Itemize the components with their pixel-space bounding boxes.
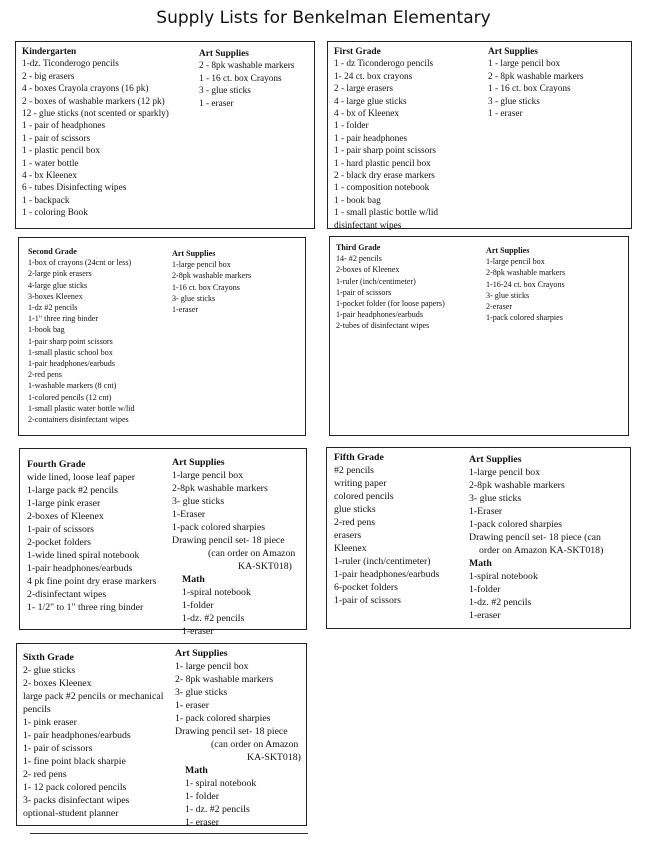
list-item: pencils [23,704,51,715]
kindergarten-art [199,48,295,110]
fourth-grade-art-note-1: (can order on Amazon [208,548,296,559]
list-item: 1-large pencil box [172,260,231,270]
list-item: 2- red pens [23,769,67,780]
list-item: 1-pair headphones/earbuds [334,569,440,580]
list-item: 1 - 16 ct. box Crayons [199,73,282,84]
list-item: 4 - boxes Crayola crayons (16 pk) [22,84,149,95]
list-item: 2-pocket folders [27,537,91,548]
list-item: 1-1" three ring binder [28,314,99,324]
list-item: 1-folder [469,584,501,595]
list-item: 1 - backpack [22,195,70,206]
fifth-grade-math-heading: Math [469,558,492,569]
list-item: 1-box of crayons (24cnt or less) [28,258,132,268]
list-item: 1-folder [182,600,214,611]
second-grade-heading: Second Grade [28,247,77,256]
list-item: 2-8pk washable markers [172,483,268,494]
list-item: 1-washable markers (8 cnt) [28,381,117,391]
fourth-grade-list [27,458,157,614]
fifth-grade-heading: Fifth Grade [334,452,384,463]
list-item: 1-pocket folder (for loose papers) [336,299,445,309]
list-item: 2-large pink erasers [28,269,92,279]
sixth-grade-art-heading: Art Supplies [175,648,228,659]
fourth-grade-math-heading: Math [182,574,205,585]
list-item: 1-small plastic school box [28,347,113,357]
list-item: 1 - small plastic bottle w/lid [334,208,439,219]
fifth-grade-box [326,447,631,629]
second-grade-list [28,246,135,425]
sixth-grade-art-note-2: KA-SKT018) [247,752,301,763]
sixth-grade-art-note-1: (can order on Amazon [211,739,299,750]
list-item: 2- 8pk washable markers [175,674,274,685]
list-item: 1-dz. #2 pencils [469,597,532,608]
list-item: 1- pack colored sharpies [175,713,271,724]
list-item: 1-book bag [28,325,65,335]
list-item: 1-colored pencils (12 cnt) [28,392,112,402]
kindergarten-box [15,41,315,229]
list-item: 1-large pencil box [172,470,244,481]
third-grade-art-heading: Art Supplies [486,246,530,255]
fifth-grade-art-heading: Art Supplies [469,454,522,465]
third-grade-art [486,245,565,323]
kindergarten-heading: Kindergarten [22,47,77,57]
list-item: 4-large glue sticks [28,280,88,290]
list-item: 1- spiral notebook [185,778,257,789]
list-item: 1- 1/2" to 1" three ring binder [27,602,144,613]
list-item: 1 - book bag [334,195,381,206]
list-item: 1-ruler (inch/centimeter) [336,276,416,286]
list-item: 1 - pair of headphones [22,121,106,132]
sixth-grade-math-items [175,777,301,829]
kindergarten-art-heading: Art Supplies [199,49,249,59]
list-item: 1- folder [185,791,220,802]
sixth-grade-art-items [175,660,301,738]
list-item: writing paper [334,478,387,489]
list-item: erasers [334,530,362,541]
list-item: 2-8pk washable markers [172,271,252,281]
list-item: 2 - large erasers [334,84,393,95]
second-grade-items [28,257,135,425]
list-item: 3-boxes Kleenex [28,291,83,301]
list-item: 1-pack colored sharpies [469,519,563,530]
list-item: 1 - pair headphones [334,133,408,144]
fifth-grade-art-note-1: Drawing pencil set- 18 piece (can [469,532,601,543]
list-item: 2 - 8pk washable markers [488,71,584,82]
list-item: 2- glue sticks [23,665,76,676]
first-grade-items [334,58,438,232]
fourth-grade-box [19,448,307,637]
list-item: 2 - boxes of washable markers (12 pk) [22,96,165,107]
list-item: 1- large pencil box [175,661,249,672]
list-item: 1-dz #2 pencils [28,303,78,313]
first-grade-box [327,41,632,229]
list-item: disinfectant wipes [334,220,402,231]
fourth-grade-art-items [172,469,295,547]
list-item: 3- glue sticks [486,290,530,300]
fifth-grade-list [334,451,439,607]
list-item: 2-disinfectant wipes [27,589,107,600]
fifth-grade-art-note-2: order on Amazon KA-SKT018) [479,545,604,556]
list-item: 1-large pack #2 pencils [27,485,118,496]
list-item: 1- eraser [185,817,219,828]
fourth-grade-art [172,456,295,638]
list-item: 1-eraser [182,626,214,637]
list-item: 1-dz. Ticonderogo pencils [22,59,119,70]
list-item: 1- dz. #2 pencils [185,804,250,815]
list-item: 1-eraser [172,305,199,315]
list-item: 1-spiral notebook [469,571,538,582]
list-item: 1-pair headphones/earbuds [336,310,423,320]
list-item: 2-boxes of Kleenex [27,511,104,522]
list-item: 1- pink eraser [23,717,77,728]
fifth-grade-items [334,464,439,607]
list-item: 12 - glue sticks (not scented or sparkly) [22,109,169,120]
list-item: 2-tubes of disinfectant wipes [336,321,430,331]
fourth-grade-heading: Fourth Grade [27,459,86,470]
list-item: 1-pair headphones/earbuds [28,359,115,369]
list-item: 1- eraser [175,700,209,711]
fifth-grade-math-items [469,570,603,622]
sixth-grade-art [175,647,301,829]
list-item: 2 - big erasers [22,71,75,82]
list-item: 1 - hard plastic pencil box [334,158,431,169]
kindergarten-list [22,46,169,220]
fourth-grade-art-heading: Art Supplies [172,457,225,468]
third-grade-items [336,253,445,331]
list-item: 1- pair headphones/earbuds [23,730,131,741]
second-grade-box [18,237,306,436]
sixth-grade-heading: Sixth Grade [23,652,74,663]
list-item: glue sticks [334,504,376,515]
list-item: colored pencils [334,491,394,502]
list-item: wide lined, loose leaf paper [27,472,135,483]
list-item: 2-red pens [28,370,62,380]
list-item: 1-wide lined spiral notebook [27,550,140,561]
list-item: 1 - composition notebook [334,183,430,194]
list-item: 2 - 8pk washable markers [199,61,295,72]
list-item: 3- glue sticks [469,493,522,504]
page-title: Supply Lists for Benkelman Elementary [156,8,491,28]
list-item: 1-ruler (inch/centimeter) [334,556,431,567]
list-item: 3- glue sticks [172,496,225,507]
fifth-grade-art-items [469,466,603,531]
fourth-grade-art-note-2: KA-SKT018) [238,561,292,572]
list-item: 4 - bx of Kleenex [334,109,400,120]
list-item: 1-pack colored sharpies [172,522,266,533]
second-grade-art-items [172,259,251,315]
sixth-grade-box [16,643,307,826]
list-item: 1-large pencil box [469,467,541,478]
list-item: 4 - large glue sticks [334,96,407,107]
sixth-grade-list [23,651,163,820]
list-item: 1 - water bottle [22,158,79,169]
list-item: 1-eraser [469,610,501,621]
list-item: 3- glue sticks [172,293,216,303]
list-item: 4 pk fine point dry erase markers [27,576,157,587]
third-grade-box [329,236,629,436]
first-grade-list [334,46,438,232]
list-item: 1 - large pencil box [488,59,561,70]
list-item: 1 - dz Ticonderogo pencils [334,59,434,70]
list-item: 2-8pk washable markers [486,268,566,278]
list-item: 3- glue sticks [175,687,228,698]
list-item: 2-red pens [334,517,376,528]
second-grade-art [172,248,251,315]
list-item: 4 - bx Kleenex [22,171,77,182]
list-item: Drawing pencil set- 18 piece [175,726,288,737]
list-item: 3- packs disinfectant wipes [23,795,130,806]
list-item: 1-Eraser [469,506,503,517]
list-item: 1 - 16 ct. box Crayons [488,84,571,95]
second-grade-art-heading: Art Supplies [172,249,216,258]
list-item: 1-pair headphones/earbuds [27,563,133,574]
sixth-grade-math-heading: Math [185,765,208,776]
list-item: 2- boxes Kleenex [23,678,92,689]
list-item: 2-boxes of Kleenex [336,265,400,275]
list-item: 1-spiral notebook [182,587,251,598]
list-item: 1-large pencil box [486,257,545,267]
list-item: Kleenex [334,543,367,554]
list-item: large pack #2 pencils or mechanical [23,691,164,702]
list-item: 1- fine point black sharpie [23,756,126,767]
list-item: 1-pair of scissors [336,287,392,297]
list-item: 1 - eraser [199,98,234,109]
third-grade-art-items [486,256,565,323]
list-item: 1- 24 ct. box crayons [334,71,413,82]
third-grade-list [336,242,445,332]
list-item: 1 - folder [334,121,369,132]
list-item: 1-16 ct. box Crayons [172,282,240,292]
list-item: 1- pair of scissors [23,743,93,754]
list-item: 1-Eraser [172,509,206,520]
kindergarten-art-items [199,60,295,110]
list-item: 3 - glue sticks [488,96,540,107]
list-item: 1-16-24 ct. box Crayons [486,279,565,289]
list-item: 1-pack colored sharpies [486,313,563,323]
list-item: 6-pocket folders [334,582,398,593]
bottom-divider [30,833,308,834]
list-item: 1-pair of scissors [27,524,94,535]
sixth-grade-items [23,664,163,820]
kindergarten-items [22,58,169,219]
list-item: 1-pair sharp point scissors [28,336,113,346]
fourth-grade-items [27,471,157,614]
list-item: 2-eraser [486,302,513,312]
list-item: 14- #2 pencils [336,254,382,264]
list-item: 1- 12 pack colored pencils [23,782,127,793]
list-item: 2 - black dry erase markers [334,171,435,182]
list-item: 1 - pair sharp point scissors [334,146,436,157]
list-item: 1-large pink eraser [27,498,101,509]
list-item: 1 - plastic pencil box [22,146,100,157]
third-grade-heading: Third Grade [336,243,381,252]
list-item: 2-containers disinfectant wipes [28,415,129,425]
list-item: 2-8pk washable markers [469,480,565,491]
list-item: 1 - pair of scissors [22,133,91,144]
fourth-grade-math-items [172,586,295,638]
list-item: #2 pencils [334,465,374,476]
first-grade-art-heading: Art Supplies [488,47,538,57]
list-item: 6 - tubes Disinfecting wipes [22,183,127,194]
list-item: 1 - eraser [488,109,523,120]
list-item: 1-dz. #2 pencils [182,613,245,624]
first-grade-art-items [488,58,584,120]
list-item: Drawing pencil set- 18 piece [172,535,285,546]
list-item: 1-small plastic water bottle w/lid [28,403,135,413]
list-item: optional-student planner [23,808,119,819]
list-item: 1 - coloring Book [22,208,88,219]
list-item: 3 - glue sticks [199,86,251,97]
fifth-grade-art [469,453,603,622]
first-grade-heading: First Grade [334,47,381,57]
list-item: 1-pair of scissors [334,595,401,606]
first-grade-art [488,46,584,120]
